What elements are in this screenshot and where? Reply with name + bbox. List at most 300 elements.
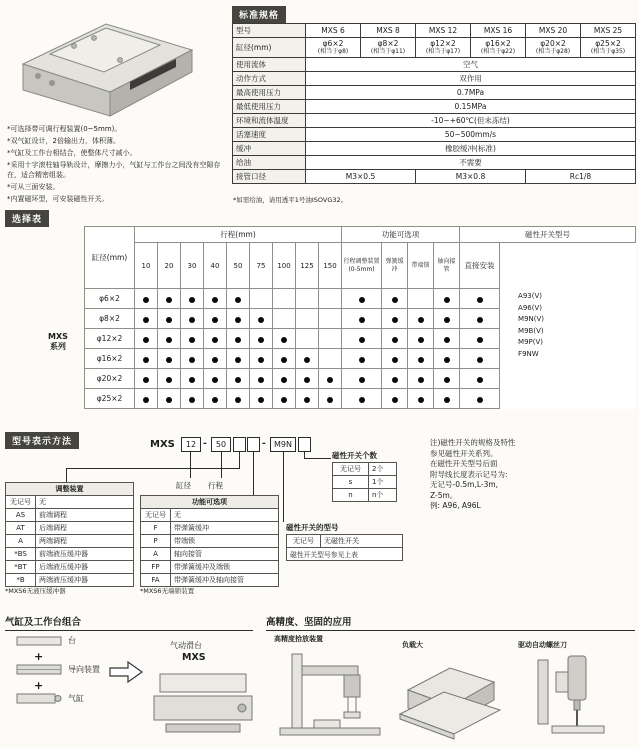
sel-cell <box>319 349 342 369</box>
sel-stroke-value: 50 <box>227 243 250 289</box>
code-cell: F <box>141 522 171 535</box>
bore-sub: (相当于φ28) <box>535 48 571 55</box>
sel-cell <box>382 329 408 349</box>
sel-cell <box>250 309 273 329</box>
availability-dot <box>418 337 424 343</box>
availability-dot <box>189 357 195 363</box>
sel-stroke-value: 150 <box>319 243 342 289</box>
sel-cell <box>296 289 319 309</box>
product-notes <box>7 124 222 206</box>
combo-item-label: 台 <box>68 636 76 645</box>
sel-cell <box>408 369 434 389</box>
sel-options-header: 功能可选项 <box>342 227 460 243</box>
switch-type-table <box>286 534 403 561</box>
spec-row <box>233 142 636 156</box>
sel-stroke-value: 100 <box>273 243 296 289</box>
sel-cell <box>319 369 342 389</box>
connector-line <box>221 452 222 478</box>
code-cell: P <box>141 535 171 548</box>
sel-cell <box>460 309 500 329</box>
sel-stroke-value: 75 <box>250 243 273 289</box>
sel-cell <box>135 289 158 309</box>
availability-dot <box>304 397 310 403</box>
availability-dot <box>235 297 241 303</box>
options-table-body <box>141 496 279 587</box>
spec-value: 50~500mm/s <box>306 128 636 142</box>
availability-dot <box>143 357 149 363</box>
sel-cell <box>460 329 500 349</box>
sel-cell <box>273 349 296 369</box>
options-table <box>140 495 279 587</box>
connector-line <box>304 458 331 459</box>
connector-line <box>66 468 67 482</box>
sel-cell <box>273 389 296 409</box>
switch-type-title: 磁性开关的型号 <box>286 523 339 532</box>
availability-dot <box>189 297 195 303</box>
sel-stroke-header: 行程(mm) <box>135 227 342 243</box>
availability-dot <box>359 397 365 403</box>
desc-cell: 无 <box>36 496 134 509</box>
sel-cell <box>434 289 460 309</box>
desc-cell: 2个 <box>369 463 397 476</box>
availability-dot <box>166 317 172 323</box>
adjuster-footnote: *MXS6无液压缓冲器 <box>5 587 66 595</box>
spec-row <box>233 128 636 142</box>
sel-cell <box>408 349 434 369</box>
availability-dot <box>143 317 149 323</box>
sel-cell <box>158 369 181 389</box>
section-title-specs: 标准规格 <box>232 6 286 23</box>
switch-qty-table <box>332 462 397 502</box>
spec-row <box>233 170 636 184</box>
spec-row-label: 接管口径 <box>233 170 306 184</box>
code-cell: AS <box>6 509 36 522</box>
code-cell: 无记号 <box>6 496 36 509</box>
sel-cell <box>204 349 227 369</box>
code-cell: FA <box>141 574 171 587</box>
spec-port: M3×0.5 <box>306 170 416 184</box>
availability-dot <box>143 377 149 383</box>
availability-dot <box>258 377 264 383</box>
spec-bore <box>306 38 361 58</box>
sel-cell <box>158 389 181 409</box>
sel-cell <box>250 369 273 389</box>
sel-cell <box>135 329 158 349</box>
spec-model: MXS 8 <box>361 24 416 38</box>
sel-cell <box>434 329 460 349</box>
product-note: *可选择带可调行程装置(0~5mm)。 <box>7 125 122 133</box>
switch-note-line: 注)磁性开关的规格及特性 <box>430 438 516 447</box>
sel-bore: φ20×2 <box>85 369 135 389</box>
mini-row <box>141 522 279 535</box>
sel-stroke-value: 40 <box>204 243 227 289</box>
spec-row <box>233 24 636 38</box>
availability-dot <box>359 317 365 323</box>
sel-cell <box>181 329 204 349</box>
spec-bore <box>361 38 416 58</box>
desc-cell: 后端液压缓冲器 <box>36 561 134 574</box>
sel-cell <box>408 309 434 329</box>
spec-model: MXS 16 <box>471 24 526 38</box>
switch-type: M9P(V) <box>518 338 544 347</box>
mini-title-row <box>141 496 279 509</box>
sel-cell <box>181 369 204 389</box>
sel-cell <box>158 329 181 349</box>
code-cell: s <box>333 476 369 489</box>
spec-row-label: 最高使用压力 <box>233 86 306 100</box>
sel-cell <box>342 309 382 329</box>
switch-note-line: 参见磁性开关系列。 <box>430 448 498 458</box>
sel-cell <box>460 369 500 389</box>
mini-title-row <box>6 483 134 496</box>
availability-dot <box>235 317 241 323</box>
application-caption-3: 驱动自动螺丝刀 <box>518 641 567 649</box>
sel-cell <box>158 309 181 329</box>
spec-row-label: 最低使用压力 <box>233 100 306 114</box>
series-label <box>48 332 68 352</box>
desc-cell: n个 <box>369 489 397 502</box>
sel-cell <box>342 289 382 309</box>
type-table-body <box>287 535 403 561</box>
sel-cell <box>296 369 319 389</box>
dash-1: - <box>203 439 207 449</box>
switch-type-list <box>500 243 636 409</box>
adjuster-table-body-title: 调整装置 <box>6 483 134 496</box>
screwdriver-illustration <box>516 652 634 740</box>
combo-item-label: 导向装置 <box>68 665 100 674</box>
availability-dot <box>304 357 310 363</box>
sel-cell <box>296 389 319 409</box>
mini-row <box>141 574 279 587</box>
desc-cell: 两端液压缓冲器 <box>36 574 134 587</box>
plus-sign: + <box>34 679 44 692</box>
bore-sub: (相当于φ11) <box>370 48 406 55</box>
availability-dot <box>212 377 218 383</box>
desc-cell: 带端锁 <box>171 535 279 548</box>
spec-value: -10~+60℃(但未冻结) <box>306 114 636 128</box>
bore-main: φ12×2 <box>430 39 456 48</box>
spec-row <box>233 114 636 128</box>
switch-type: A93(V) <box>518 292 542 301</box>
availability-dot <box>392 337 398 343</box>
sel-cell <box>296 329 319 349</box>
result-label: 气动滑台 <box>170 641 202 650</box>
availability-dot <box>189 337 195 343</box>
spec-row-label: 给油 <box>233 156 306 170</box>
availability-dot <box>212 317 218 323</box>
sel-cell <box>158 289 181 309</box>
availability-dot <box>444 317 450 323</box>
sel-cell <box>382 349 408 369</box>
desc-cell: 无 <box>171 509 279 522</box>
spec-row <box>233 38 636 58</box>
sel-cell <box>342 349 382 369</box>
application-caption-1: 高精度拾放装置 <box>274 635 323 643</box>
selection-table <box>84 226 636 409</box>
switch-note-line: 附导线长度表示记号为: <box>430 469 508 479</box>
slide-table-illustration <box>152 668 254 738</box>
sel-cell <box>434 309 460 329</box>
availability-dot <box>212 297 218 303</box>
option-code-box <box>247 437 260 452</box>
switch-qty-title: 磁性开关个数 <box>332 451 377 460</box>
spec-row <box>233 58 636 72</box>
dash-2: - <box>262 439 266 449</box>
sel-switch-sub-header: 直接安装 <box>460 243 500 289</box>
spec-row-label: 型号 <box>233 24 306 38</box>
code-cell: 无记号 <box>141 509 171 522</box>
sel-cell <box>296 349 319 369</box>
connector-line <box>253 452 254 495</box>
sel-cell <box>408 329 434 349</box>
availability-dot <box>281 357 287 363</box>
spec-value: 0.7MPa <box>306 86 636 100</box>
sel-bore: φ8×2 <box>85 309 135 329</box>
adjuster-code-box <box>233 437 246 452</box>
spec-bore <box>471 38 526 58</box>
product-photo <box>8 8 213 120</box>
connector-line <box>283 452 284 522</box>
sel-option-label: 轴向接管 <box>434 243 460 289</box>
spec-value: 橡胶缓冲(标准) <box>306 142 636 156</box>
availability-dot <box>477 317 483 323</box>
availability-dot <box>166 397 172 403</box>
spec-model: MXS 12 <box>416 24 471 38</box>
sel-cell <box>408 389 434 409</box>
sel-cell <box>434 389 460 409</box>
sel-cell <box>273 329 296 349</box>
availability-dot <box>392 317 398 323</box>
sel-cell <box>273 369 296 389</box>
sel-cell <box>135 309 158 329</box>
sel-option-label: 行程调整装置(0-5mm) <box>342 243 382 289</box>
spec-value: 空气 <box>306 58 636 72</box>
model-prefix: MXS <box>150 439 175 450</box>
sel-cell <box>319 289 342 309</box>
spec-row-label: 缓冲 <box>233 142 306 156</box>
availability-dot <box>477 397 483 403</box>
availability-dot <box>327 377 333 383</box>
mini-row <box>6 535 134 548</box>
spec-row-label: 动作方式 <box>233 72 306 86</box>
availability-dot <box>444 337 450 343</box>
mini-row <box>6 548 134 561</box>
availability-dot <box>392 377 398 383</box>
sel-cell <box>319 309 342 329</box>
availability-dot <box>166 357 172 363</box>
availability-dot <box>258 317 264 323</box>
adjuster-table <box>5 482 134 587</box>
sel-cell <box>273 309 296 329</box>
availability-dot <box>418 357 424 363</box>
product-note: *采用十字滚柱轴导轨设计，摩擦力小，气缸与工作台之间没有空隙存在，适合精密组装。 <box>7 161 221 179</box>
sel-cell <box>342 389 382 409</box>
sel-cell <box>382 389 408 409</box>
series-label-line2: 系列 <box>49 342 66 351</box>
spec-row <box>233 100 636 114</box>
mini-row <box>333 463 397 476</box>
code-cell: *B <box>6 574 36 587</box>
bore-main: φ20×2 <box>540 39 566 48</box>
spec-footnote: *如需给油，请用透平1号油ISOVG32。 <box>233 196 348 204</box>
guide-unit-illustration <box>16 663 62 676</box>
sel-cell <box>250 389 273 409</box>
section-title-model: 型号表示方法 <box>5 432 79 449</box>
sel-cell <box>204 369 227 389</box>
mini-row <box>141 535 279 548</box>
availability-dot <box>359 297 365 303</box>
availability-dot <box>304 377 310 383</box>
result-model: MXS <box>182 652 206 663</box>
product-note: *可从三面安装。 <box>7 183 60 191</box>
sel-cell <box>135 369 158 389</box>
desc-cell: 带弹簧缓冲及端锁 <box>171 561 279 574</box>
mini-row <box>6 496 134 509</box>
desc-cell: 1个 <box>369 476 397 489</box>
availability-dot <box>235 377 241 383</box>
sel-cell <box>460 289 500 309</box>
series-label-line1: MXS <box>48 332 68 341</box>
stroke-code-box: 50 <box>211 437 231 452</box>
spec-row-label: 活塞速度 <box>233 128 306 142</box>
availability-dot <box>235 397 241 403</box>
availability-dot <box>258 397 264 403</box>
sel-cell <box>204 389 227 409</box>
availability-dot <box>189 317 195 323</box>
spec-bore <box>526 38 581 58</box>
code-cell: A <box>6 535 36 548</box>
code-cell: FP <box>141 561 171 574</box>
switch-qty-code-box <box>298 437 311 452</box>
switch-type: M9N(V) <box>518 315 545 324</box>
availability-dot <box>189 377 195 383</box>
mini-row <box>141 561 279 574</box>
bore-code-box: 12 <box>181 437 201 452</box>
switch-type: F9NW <box>518 349 539 358</box>
spec-table <box>232 23 636 184</box>
sel-cell <box>181 289 204 309</box>
sel-cell <box>181 389 204 409</box>
sel-cell <box>319 389 342 409</box>
spec-row <box>233 86 636 100</box>
sel-cell <box>460 389 500 409</box>
stage-illustration <box>16 634 62 647</box>
mini-note: 磁性开关型号参见上表 <box>287 548 403 561</box>
spec-row <box>233 156 636 170</box>
availability-dot <box>477 377 483 383</box>
availability-dot <box>212 357 218 363</box>
section-title-selection: 选择表 <box>5 210 49 227</box>
product-note: *气缸及工作台相结合，使整体尺寸减小。 <box>7 149 137 157</box>
product-note: *内置磁环型，可安装磁性开关。 <box>7 195 109 203</box>
sel-cell <box>227 289 250 309</box>
combo-item-stage <box>16 634 76 647</box>
bore-sub: (相当于φ22) <box>480 48 516 55</box>
sel-bore: φ12×2 <box>85 329 135 349</box>
application-caption-2: 负载大 <box>402 641 423 649</box>
sel-cell <box>181 309 204 329</box>
availability-dot <box>359 337 365 343</box>
bore-main: φ6×2 <box>322 39 344 48</box>
sel-cell <box>204 329 227 349</box>
plus-sign: + <box>34 650 44 663</box>
sel-bore-header: 缸径(mm) <box>85 227 135 289</box>
mini-row <box>333 476 397 489</box>
sel-cell <box>181 349 204 369</box>
availability-dot <box>166 377 172 383</box>
section-title-combo: 气缸及工作台组合 <box>5 614 253 631</box>
spec-row <box>233 72 636 86</box>
adjuster-table-body <box>6 483 134 587</box>
availability-dot <box>212 337 218 343</box>
bore-sub: (相当于φ8) <box>317 48 349 55</box>
sel-option-label: 弹簧缓冲 <box>382 243 408 289</box>
mini-row <box>141 548 279 561</box>
availability-dot <box>392 357 398 363</box>
availability-dot <box>166 337 172 343</box>
availability-dot <box>143 337 149 343</box>
switch-code-box: M9N <box>270 437 296 452</box>
sel-cell <box>204 289 227 309</box>
sel-cell <box>250 329 273 349</box>
sel-cell <box>434 349 460 369</box>
mini-row <box>6 561 134 574</box>
availability-dot <box>392 397 398 403</box>
sel-switch-header: 磁性开关型号 <box>460 227 636 243</box>
sel-cell <box>250 289 273 309</box>
desc-cell: 带弹簧缓冲及轴向接管 <box>171 574 279 587</box>
sel-cell <box>227 349 250 369</box>
mini-row <box>333 489 397 502</box>
arrow-icon <box>108 660 144 684</box>
spec-value: 0.15MPa <box>306 100 636 114</box>
sel-cell <box>158 349 181 369</box>
connector-line <box>239 452 240 468</box>
availability-dot <box>477 297 483 303</box>
sel-stroke-value: 10 <box>135 243 158 289</box>
switch-note <box>430 438 635 512</box>
sel-cell <box>342 369 382 389</box>
spec-model: MXS 6 <box>306 24 361 38</box>
sel-cell <box>204 309 227 329</box>
availability-dot <box>359 377 365 383</box>
mini-row <box>287 535 403 548</box>
sel-cell <box>250 349 273 369</box>
availability-dot <box>392 297 398 303</box>
availability-dot <box>143 297 149 303</box>
code-cell: AT <box>6 522 36 535</box>
desc-cell: 两端调程 <box>36 535 134 548</box>
sel-cell <box>382 289 408 309</box>
spec-model: MXS 20 <box>526 24 581 38</box>
mini-row <box>6 574 134 587</box>
code-cell: n <box>333 489 369 502</box>
bore-main: φ8×2 <box>377 39 399 48</box>
sel-cell <box>460 349 500 369</box>
spec-model: MXS 25 <box>581 24 636 38</box>
bore-main: φ16×2 <box>485 39 511 48</box>
availability-dot <box>166 297 172 303</box>
switch-note-line: Z-5m。 <box>430 490 458 500</box>
desc-cell: 带弹簧缓冲 <box>171 522 279 535</box>
switch-note-line: 在磁性开关型号后面 <box>430 459 498 468</box>
mini-row <box>141 509 279 522</box>
availability-dot <box>418 377 424 383</box>
switch-type: A96(V) <box>518 303 542 312</box>
availability-dot <box>418 317 424 323</box>
combo-item-label: 气缸 <box>68 694 84 703</box>
mini-note-row <box>287 548 403 561</box>
